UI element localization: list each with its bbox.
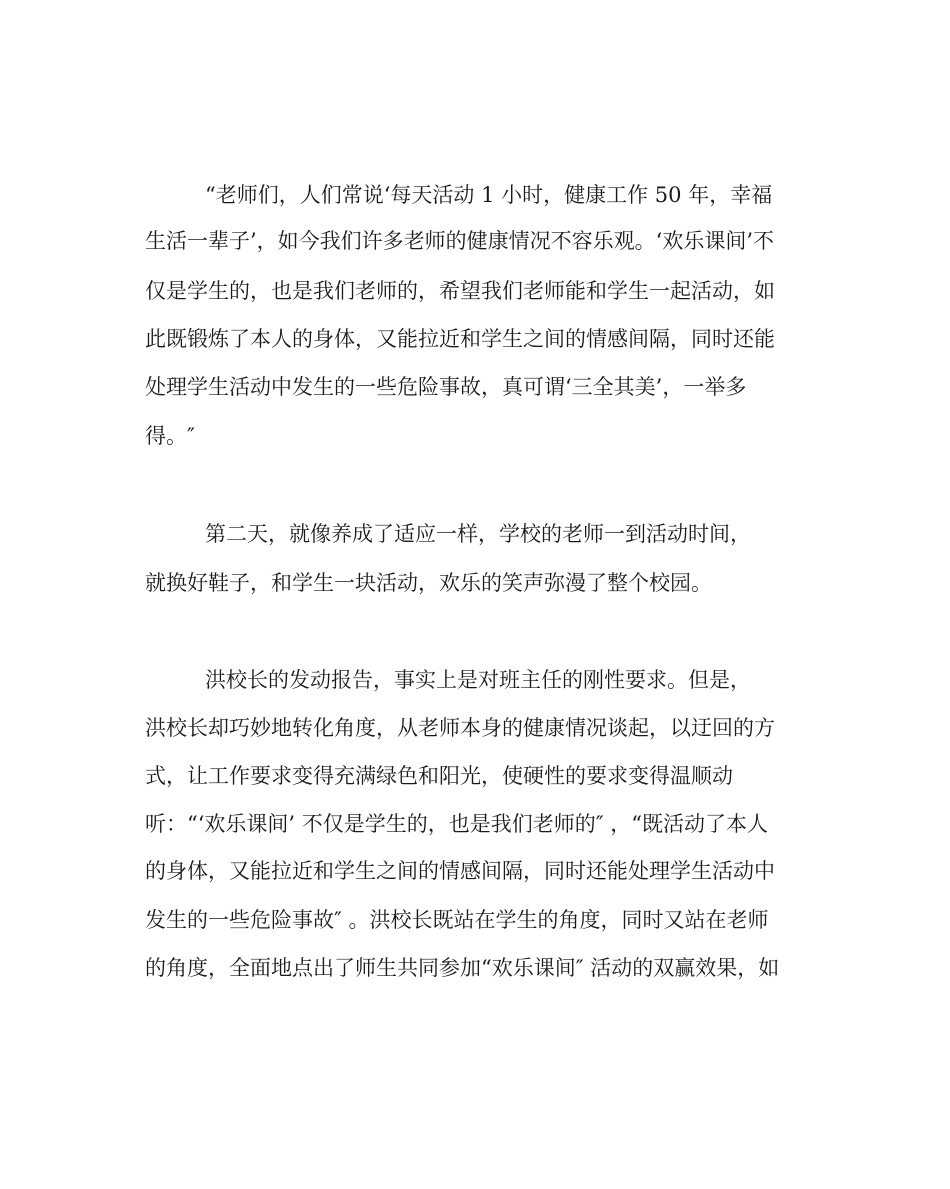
paragraph-1-line-2: 生活一辈子’，如今我们许多老师的健康情况不容乐观。‘欢乐课间’不 xyxy=(145,229,775,253)
paragraph-3-line-6: 发生的一些危险事故″ 。洪校长既站在学生的角度，同时又站在老师 xyxy=(145,908,769,932)
paragraph-1-line-3: 仅是学生的，也是我们老师的，希望我们老师能和学生一起活动，如 xyxy=(145,279,775,303)
paragraph-1-line-4: 此既锻炼了本人的身体，又能拉近和学生之间的情感间隔，同时还能 xyxy=(145,327,775,351)
paragraph-3-line-3: 式，让工作要求变得充满绿色和阳光，使硬性的要求变得温顺动 xyxy=(145,764,733,788)
paragraph-1-line-5: 处理学生活动中发生的一些危险事故，真可谓‘三全其美’，一举多 xyxy=(145,375,747,399)
paragraph-3-line-7: 的角度，全面地点出了师生共同参加“欢乐课间″ 活动的双赢效果，如 xyxy=(145,956,780,980)
paragraph-3-line-1: 洪校长的发动报告，事实上是对班主任的刚性要求。但是， xyxy=(205,668,751,692)
paragraph-3-line-2: 洪校长却巧妙地转化角度，从老师本身的健康情况谈起，以迂回的方 xyxy=(145,716,775,740)
paragraph-2-line-1: 第二天，就像养成了适应一样，学校的老师一到活动时间， xyxy=(205,522,751,546)
paragraph-1-line-1: “老师们，人们常说‘每天活动 1 小时，健康工作 50 年，幸福 xyxy=(205,183,773,207)
paragraph-1-line-6: 得。″ xyxy=(145,424,195,448)
paragraph-2-line-2: 就换好鞋子，和学生一块活动，欢乐的笑声弥漫了整个校园。 xyxy=(145,571,712,595)
paragraph-3-line-4: 听：“‘欢乐课间’ 不仅是学生的，也是我们老师的″ ，“既活动了本人 xyxy=(145,812,769,836)
paragraph-3-line-5: 的身体，又能拉近和学生之间的情感间隔，同时还能处理学生活动中 xyxy=(145,859,775,883)
